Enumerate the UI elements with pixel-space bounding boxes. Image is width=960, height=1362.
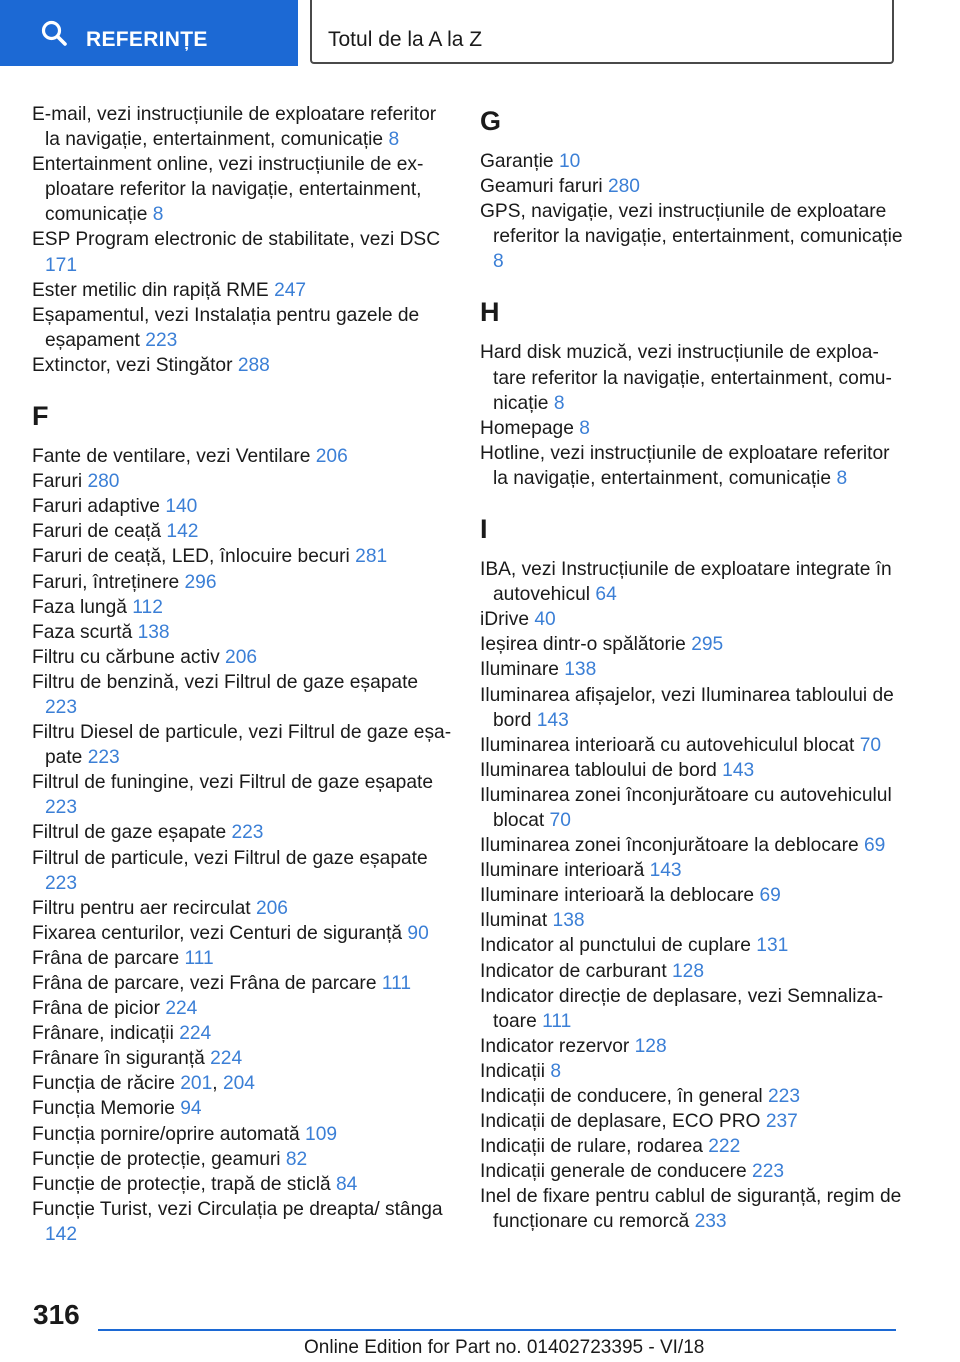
index-entry: [32, 971, 452, 996]
index-entry: [32, 303, 452, 353]
index-entry: [32, 227, 452, 277]
index-entry: [480, 833, 904, 858]
index-column-right: [480, 102, 904, 1235]
index-entry-text: Frânare în siguranță: [32, 1048, 205, 1070]
index-entry: [480, 1109, 904, 1134]
index-entry: [480, 908, 904, 933]
index-entry-text: Indicații de rulare, rodarea: [480, 1136, 703, 1158]
index-entry: [480, 149, 904, 174]
index-entry-text: Iluminarea afișajelor, vezi Iluminarea tabloului de bord: [480, 684, 894, 731]
index-entry-text: Inel de fixare pentru cablul de siguranță, regim de funcționare cu remorcă: [480, 1186, 902, 1233]
index-entry: [480, 1059, 904, 1084]
a-to-z-tab[interactable]: [310, 0, 894, 64]
page-reference-link[interactable]: 206: [225, 646, 258, 668]
a-to-z-tab-label: Totul de la A la Z: [328, 28, 483, 51]
page-reference-link[interactable]: 224: [210, 1048, 243, 1070]
index-entry: [32, 544, 452, 569]
index-entry: [480, 758, 904, 783]
index-entry: [32, 996, 452, 1021]
index-entry: [480, 199, 904, 274]
index-entry: [480, 1034, 904, 1059]
page-reference-link[interactable]: 128: [634, 1035, 667, 1057]
index-entry: [32, 519, 452, 544]
index-entry-text: Indicații generale de conducere: [480, 1161, 747, 1183]
page-reference-link[interactable]: 64: [595, 584, 617, 606]
index-entry-text: Entertainment online, vezi instrucțiunile de exploatare referitor la navigație, entertainment, comunicație: [32, 154, 424, 226]
index-entry-text: Faruri de ceață, LED, înlocuire becuri: [32, 546, 350, 568]
index-entry-text: Funcția Memorie: [32, 1098, 175, 1120]
index-entry-text: Garanție: [480, 151, 554, 172]
page-reference-link[interactable]: 10: [558, 151, 581, 172]
index-entry-text: Eșapamentul, vezi Instalația pentru gazele de eșapament: [32, 304, 420, 351]
page-reference-link[interactable]: 206: [255, 897, 288, 919]
index-entry-text: Filtrul de funingine, vezi Filtrul de gaze eșapate: [32, 772, 434, 794]
index-entry: [32, 896, 452, 921]
index-entry-text: Funcția pornire/oprire automată: [32, 1123, 300, 1145]
index-entry: [480, 984, 904, 1034]
index-entry-text: Fante de ventilare, vezi Ventilare: [32, 446, 311, 468]
page-reference-link[interactable]: 140: [165, 496, 198, 518]
index-entry-text: Funcție de protecție, geamuri: [32, 1148, 281, 1170]
index-entry: [32, 720, 452, 770]
index-entry-text: Funcție Turist, vezi Circulația pe dreapta/ stânga: [32, 1198, 443, 1220]
page-reference-link[interactable]: 223: [145, 329, 178, 351]
references-tab-label: REFERINȚE: [86, 28, 208, 51]
index-entry: [32, 620, 452, 645]
index-entry: [32, 1021, 452, 1046]
index-entry: [480, 1134, 904, 1159]
footer-rule: [98, 1329, 896, 1331]
index-entry: [480, 1159, 904, 1184]
page-reference-link[interactable]: 8: [388, 129, 400, 151]
index-entry: [32, 595, 452, 620]
page-reference-link[interactable]: 247: [274, 279, 307, 301]
page-reference-link[interactable]: 223: [231, 822, 264, 844]
index-entry: [480, 416, 904, 441]
page-reference-link[interactable]: 296: [184, 571, 217, 593]
page-reference-link[interactable]: 138: [137, 621, 170, 643]
page-reference-link[interactable]: 288: [237, 354, 270, 376]
page-number: 316: [33, 1299, 80, 1330]
page-reference-link[interactable]: 109: [305, 1123, 338, 1145]
index-entry-text: Filtru de benzină, vezi Filtrul de gaze eșapate: [32, 671, 419, 693]
index-entry-text: IBA, vezi Instrucțiunile de exploatare integrate în autovehicul: [480, 559, 892, 606]
page-reference-link[interactable]: 70: [859, 734, 882, 756]
index-entry-text: Ieșirea dintr-o spălătorie: [480, 634, 686, 656]
index-entry: [32, 820, 452, 845]
index-entry-text: Indicator rezervor: [480, 1035, 630, 1057]
index-entry: [480, 657, 904, 682]
index-entry: [32, 102, 452, 152]
index-letter-heading: F: [32, 401, 49, 432]
page-reference-link[interactable]: 112: [132, 596, 163, 618]
page-reference-link[interactable]: 111: [184, 947, 214, 969]
index-entry: [32, 1122, 452, 1147]
page-reference-link[interactable]: 111: [542, 1010, 572, 1032]
page-reference-link[interactable]: 223: [45, 872, 78, 894]
page-reference-link[interactable]: 69: [759, 885, 781, 907]
index-entry: [32, 846, 452, 896]
index-entry-text: Geamuri faruri: [480, 176, 603, 198]
index-entry-text: Fixarea centurilor, vezi Centuri de siguranță: [32, 922, 403, 944]
index-entry: [32, 152, 452, 227]
index-entry-text: Indicații: [480, 1060, 546, 1082]
page-reference-link[interactable]: 295: [691, 634, 724, 656]
index-entry-text: Filtru pentru aer recirculat: [32, 897, 251, 919]
index-entry-text: Indicații de conducere, în general: [480, 1086, 763, 1107]
page-reference-link[interactable]: 143: [722, 759, 755, 781]
index-entry-text: ESP Program electronic de stabilitate, vezi DSC: [32, 229, 441, 251]
index-entry-text: Iluminarea interioară cu autovehiculul blocat: [480, 734, 855, 756]
index-letter-heading: G: [480, 106, 502, 136]
page-reference-link[interactable]: 222: [708, 1136, 741, 1158]
page-reference-link[interactable]: 111: [381, 973, 412, 994]
footer-edition-text: Online Edition for Part no. 01402723395 - VI/18: [304, 1337, 705, 1358]
page-reference-link[interactable]: 8: [553, 392, 565, 414]
index-entry: [480, 607, 904, 632]
index-entry-text: Faruri de ceață: [32, 521, 162, 543]
index-entry: [480, 174, 904, 199]
index-entry-text: Frâna de picior: [32, 998, 160, 1020]
references-tab[interactable]: [0, 0, 298, 66]
index-entry: [480, 883, 904, 908]
page-reference-link[interactable]: 142: [166, 521, 199, 543]
page-reference-link[interactable]: 223: [752, 1161, 785, 1183]
page-reference-link[interactable]: 224: [165, 998, 198, 1020]
index-entry-text: Filtrul de gaze eșapate: [32, 822, 227, 844]
index-entry-text: Faruri, întreținere: [32, 571, 180, 593]
page-reference-link[interactable]: 223: [45, 696, 78, 718]
index-entry-text: Filtru Diesel de particule, vezi Filtrul de gaze eșapate: [32, 722, 452, 769]
index-entry: [480, 340, 904, 415]
index-entry-text: Homepage: [480, 417, 574, 439]
index-entry: [32, 494, 452, 519]
index-column-left: [32, 102, 452, 1247]
index-entry-text: Ester metilic din rapiță RME: [32, 279, 269, 301]
page-reference-link[interactable]: 206: [315, 446, 348, 468]
index-entry: [32, 1096, 452, 1121]
index-entry-text: iDrive: [480, 609, 530, 631]
index-entry-text: Iluminat: [480, 910, 548, 932]
index-entry: [32, 1046, 452, 1071]
index-entry-text: Frânare, indicații: [32, 1023, 174, 1045]
index-entry-text: GPS, navigație, vezi instrucțiunile de exploatare referitor la navigație, entertainment, comunicație: [480, 201, 903, 248]
page-reference-link[interactable]: 223: [45, 797, 78, 819]
index-entry: [32, 1147, 452, 1172]
page-reference-link[interactable]: 204: [222, 1073, 255, 1095]
page-reference-link[interactable]: 8: [152, 204, 164, 226]
index-entry: [32, 353, 452, 378]
index-entry-text: Iluminarea tabloului de bord: [480, 759, 717, 781]
index-entry: [480, 1084, 904, 1109]
search-icon: [40, 19, 68, 47]
index-entry: [480, 441, 904, 491]
index-entry-text: Iluminare: [480, 659, 559, 681]
index-entry: [480, 733, 904, 758]
index-entry-text: Faruri: [32, 471, 83, 493]
index-entry: [32, 670, 452, 720]
header: [0, 0, 960, 66]
page-reference-link[interactable]: 224: [179, 1023, 212, 1045]
index-entry: [32, 469, 452, 494]
page-reference-link[interactable]: 223: [87, 747, 120, 769]
page-reference-link[interactable]: 138: [564, 659, 597, 681]
index-entry-text: E-mail, vezi instrucțiunile de exploatare referitor la navigație, entertainment, comunicație: [32, 104, 437, 151]
index-entry-text: Faza lungă: [32, 596, 127, 618]
index-entry: [32, 444, 452, 469]
index-entry: [480, 1184, 904, 1234]
index-entry-text: Frâna de parcare, vezi Frâna de parcare: [32, 973, 377, 994]
index-entry-text: Funcție de protecție, trapă de sticlă: [32, 1173, 331, 1195]
index-entry: [32, 570, 452, 595]
page-reference-link[interactable]: 8: [579, 417, 590, 439]
index-entry: [32, 278, 452, 303]
page-reference-link[interactable]: 131: [756, 935, 789, 957]
page-reference-link[interactable]: 280: [607, 176, 640, 198]
index-entry-text: Iluminarea zonei înconjurătoare la deblocare: [480, 835, 859, 857]
index-entry-text: Frâna de parcare: [32, 947, 180, 969]
index-entry: [32, 921, 452, 946]
index-entry-text: Iluminare interioară: [480, 860, 645, 882]
page-reference-link[interactable]: 223: [768, 1086, 801, 1107]
index-entry-text: Filtru cu cărbune activ: [32, 646, 220, 668]
index-entry: [480, 632, 904, 657]
page-reference-link[interactable]: 69: [864, 835, 886, 857]
index-entry-text: Indicații de deplasare, ECO PRO: [480, 1111, 761, 1133]
page-reference-link[interactable]: 143: [536, 709, 569, 731]
page-reference-link[interactable]: 90: [407, 922, 429, 944]
index-entry-text: Funcția de răcire: [32, 1073, 175, 1095]
index-entry-text: Hotline, vezi instrucțiunile de exploatare referitor la navigație, entertainment, comunicație: [480, 442, 890, 489]
page-reference-link[interactable]: 94: [180, 1098, 202, 1120]
index-entry-text: Iluminare interioară la deblocare: [480, 885, 755, 907]
index-entry: [32, 1197, 452, 1247]
page-reference-link[interactable]: 128: [672, 960, 705, 982]
index-entry: [32, 645, 452, 670]
index-entry-text: Iluminarea zonei înconjurătoare cu autovehiculul blocat: [480, 784, 892, 831]
index-entry: Funcția de răcire 201, 204: [32, 1073, 255, 1095]
page-reference-link[interactable]: 8: [493, 251, 504, 273]
page-reference-link[interactable]: 171: [45, 254, 78, 276]
page-reference-link[interactable]: 8: [836, 467, 848, 489]
page-reference-link[interactable]: 233: [694, 1211, 727, 1233]
page-reference-link[interactable]: 237: [765, 1111, 798, 1133]
page-reference-link[interactable]: 281: [355, 546, 388, 568]
index-entry: [480, 557, 904, 607]
index-entry-text: Hard disk muzică, vezi instrucțiunile de exploatare referitor la navigație, entertainment, comunicație: [480, 342, 892, 414]
index-letter-heading: H: [480, 297, 500, 328]
page-reference-link[interactable]: 280: [87, 471, 120, 493]
page-reference-link[interactable]: 142: [45, 1223, 78, 1245]
index-entry-text: Extinctor, vezi Stingător: [32, 354, 233, 376]
page-reference-link[interactable]: 138: [552, 910, 585, 932]
index-entry-text: Indicator al punctului de cuplare: [480, 935, 751, 957]
index-entry: [480, 959, 904, 984]
index-entry: [480, 783, 904, 833]
index-entry-text: Indicator direcție de deplasare, vezi Semnalizatoare: [480, 985, 884, 1032]
index-letter-heading: I: [480, 514, 488, 545]
index-entry: [32, 1172, 452, 1197]
page-reference-link[interactable]: 8: [550, 1060, 562, 1082]
index-entry: [32, 770, 452, 820]
index-entry: [480, 683, 904, 733]
page-reference-link[interactable]: 84: [335, 1173, 358, 1195]
index-entry: [32, 946, 452, 971]
page-reference-link[interactable]: 40: [534, 609, 556, 631]
page-reference-link[interactable]: 201: [180, 1073, 213, 1095]
page-reference-link[interactable]: 70: [549, 809, 571, 831]
index-entry: [480, 933, 904, 958]
page-reference-link[interactable]: 143: [649, 860, 682, 882]
index-entry-text: Filtrul de particule, vezi Filtrul de gaze eșapate: [32, 847, 428, 869]
page-reference-link[interactable]: 82: [285, 1148, 308, 1170]
index-entry-text: Faruri adaptive: [32, 496, 160, 518]
index-entry-text: Faza scurtă: [32, 621, 133, 643]
index-entry-text: Indicator de carburant: [480, 960, 667, 982]
index-entry: [480, 858, 904, 883]
